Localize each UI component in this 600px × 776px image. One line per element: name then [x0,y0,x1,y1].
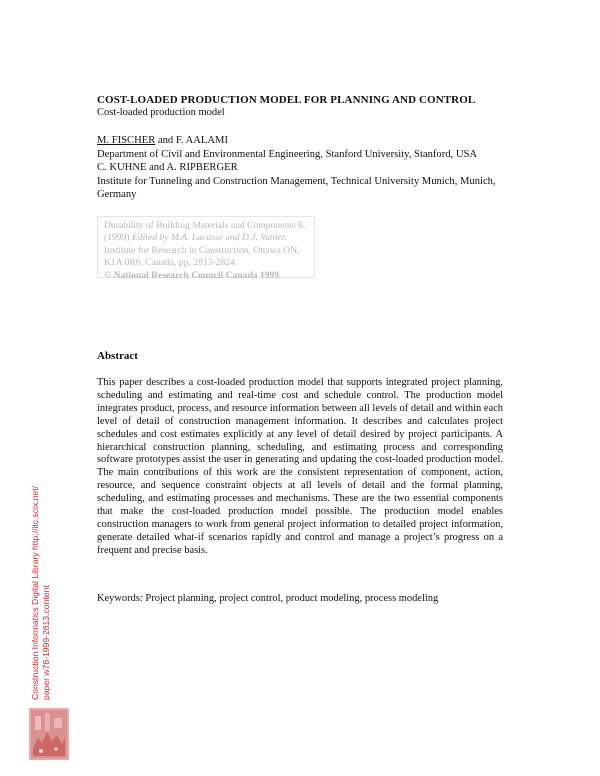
authors-line-1 [97,134,505,148]
library-stamp-text [30,486,51,700]
co-author: and F. AALAMI [155,135,228,146]
authors-line-2: C. KUHNE and A. RIPBERGER [97,162,238,173]
authors-block [97,134,505,202]
keywords: Keywords: Project planning, project control, product modeling, process modeling [97,593,439,604]
paper-title: COST-LOADED PRODUCTION MODEL FOR PLANNING AND CONTROL [97,94,476,106]
library-stamp-line-2: paper w78-1999-2813.content [40,585,51,700]
affiliation-1: Department of Civil and Environmental Engineering, Stanford University, Stanford, USA [97,148,478,160]
citation-publisher: Institute for Research in Construction, Ottawa ON, K1A 0R6, Canada, pp. 2813-2824. [104,244,300,269]
abstract-heading: Abstract [97,350,138,362]
citation-box [97,216,315,281]
citation-copyright: © National Research Council Canada 1999 [104,269,280,281]
library-logo-icon [29,708,69,760]
first-author: M. FISCHER [97,135,156,146]
citation-editors: Edited by M.A. Lacasse and D.J. Vanier. [131,232,287,244]
library-stamp-line-1: Construction Informatics Digital Library http://itc.scix.net/ [30,486,40,700]
affiliation-2: Institute for Tunneling and Construction Management, Technical University Munich, Munich, Germany [97,175,496,200]
running-title: Cost-loaded production model [97,107,225,118]
citation-source: Durability of Building Materials and Components 8. (1999) [104,220,306,244]
abstract-body: This paper describes a cost-loaded production model that supports integrated project planning, scheduling and estimating and real-time cost and schedule control. The production model integrates product, process, and resource information between all levels of detail and within each level of detail of construction management information. It describes and calculates project schedules and cost estimates explicitly at any level of detail desired by project participants. A hierarchical construction planning, scheduling, and estimating process and corresponding software prototypes assist the user in generating and updating the cost-loaded production model. The main contributions of this work are the consistent representation of component, action, resource, and sequence constraint objects at all levels of detail and the formal planning, scheduling, and estimating processes and mechanisms. These are the two essential components that make the cost-loaded production model possible. The production model enables construction managers to work from general project information to detailed project information, generate detailed what-if scenarios rapidly and control and manage a project’s progress on a frequent and precise basis. [97,377,503,556]
